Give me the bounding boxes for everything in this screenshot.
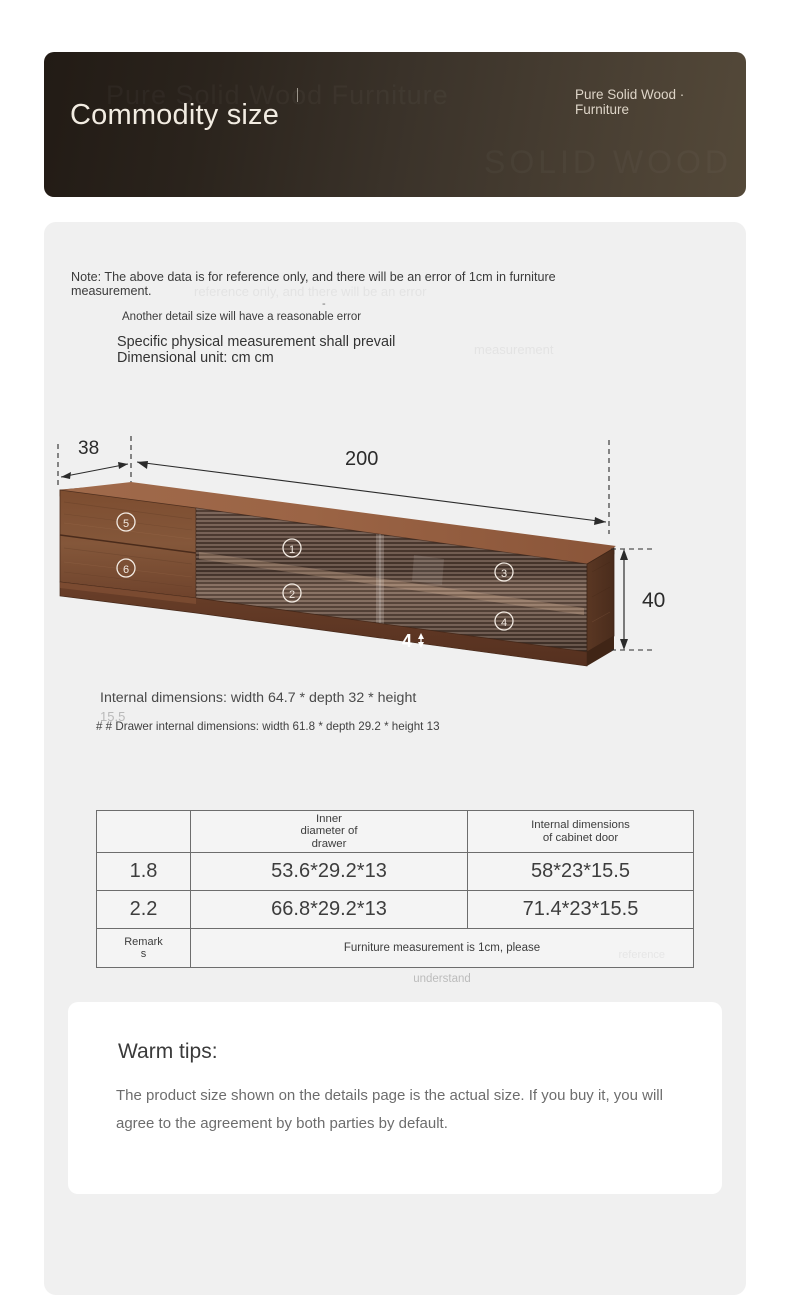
table-row	[97, 853, 694, 891]
note-dash-mark: -	[322, 298, 326, 310]
row1-cabinet-dims: 58*23*15.5	[468, 853, 694, 891]
warm-tips-body: The product size shown on the details page is the actual size. If you buy it, you will agree to the agreement by both parties by default.	[116, 1087, 663, 1132]
internal-dimensions-clipped: 15.5	[100, 709, 126, 724]
note-main-text: Note: The above data is for reference only, and there will be an error of 1cm in furniture measurement.	[71, 270, 556, 298]
header-cabinet-line-2: of cabinet door	[542, 831, 619, 844]
header-drawer-line-3: drawer	[311, 837, 347, 850]
page-title: Commodity size	[70, 99, 280, 131]
remarks-label-line-1: Remark	[124, 936, 163, 948]
dim-label-depth: 38	[78, 438, 100, 459]
svg-text:1: 1	[288, 544, 296, 556]
note-watermark-2: measurement	[474, 342, 554, 357]
furniture-dimension-diagram	[44, 422, 746, 722]
internal-dimensions-line1: Internal dimensions: width 64.7 * depth 32 * height	[100, 690, 417, 706]
header-drawer-line-2: diameter of	[300, 825, 358, 838]
table-corner-cell	[97, 811, 191, 853]
remarks-text-line-2: understand	[413, 973, 471, 985]
table-row	[97, 891, 694, 929]
warm-tips-title: Warm tips:	[118, 1040, 218, 1063]
note-strong-line-2: Dimensional unit: cm cm	[117, 350, 274, 366]
header-cabinet-line-1: Internal dimensions	[531, 819, 630, 831]
row2-drawer-dims: 66.8*29.2*13	[191, 891, 468, 929]
header-banner	[44, 52, 746, 197]
remarks-text	[191, 929, 694, 985]
svg-text:6: 6	[122, 564, 130, 576]
svg-text:3: 3	[500, 568, 508, 580]
glass-reflection	[412, 555, 444, 585]
cabinet-side-panel	[587, 548, 614, 652]
note-sub-text: Another detail size will have a reasonable error	[122, 311, 362, 323]
note-watermark-1: reference only, and there will be an error	[194, 284, 427, 299]
spec-table	[96, 810, 694, 985]
table-header-drawer	[191, 811, 468, 853]
dim-line-depth	[61, 464, 128, 477]
remarks-watermark: reference	[618, 949, 665, 961]
note-strong-text	[117, 334, 395, 366]
header-drawer-line-1: Inner	[316, 812, 342, 825]
row2-label: 2.2	[97, 891, 191, 929]
dim-label-plinth: 4	[402, 631, 413, 651]
table-remarks-row	[97, 929, 694, 968]
title-tick-mark	[297, 88, 298, 102]
row1-drawer-dims: 53.6*29.2*13	[191, 853, 468, 891]
remarks-text-line-1: Furniture measurement is 1cm, please	[343, 942, 541, 954]
svg-text:5: 5	[122, 518, 130, 530]
banner-subtitle: Pure Solid Wood · Furniture	[575, 87, 685, 117]
warm-tips-card	[68, 1002, 722, 1194]
note-strong-line-1: Specific physical measurement shall prevail	[117, 334, 396, 350]
remarks-label	[97, 929, 191, 968]
dim-label-height: 40	[642, 589, 666, 612]
remarks-label-line-2: s	[140, 948, 147, 960]
row2-cabinet-dims: 71.4*23*15.5	[468, 891, 694, 929]
svg-text:2: 2	[288, 589, 296, 601]
svg-text:4: 4	[500, 617, 508, 629]
banner-watermark-text-2	[484, 144, 732, 181]
dim-label-width: 200	[345, 448, 379, 470]
table-header-row	[97, 811, 694, 853]
spec-table-wrapper	[96, 810, 694, 985]
internal-dimensions-line2: # # Drawer internal dimensions: width 61.8 * depth 29.2 * height 13	[96, 720, 440, 733]
row1-label: 1.8	[97, 853, 191, 891]
table-header-cabinet-door	[468, 811, 694, 853]
